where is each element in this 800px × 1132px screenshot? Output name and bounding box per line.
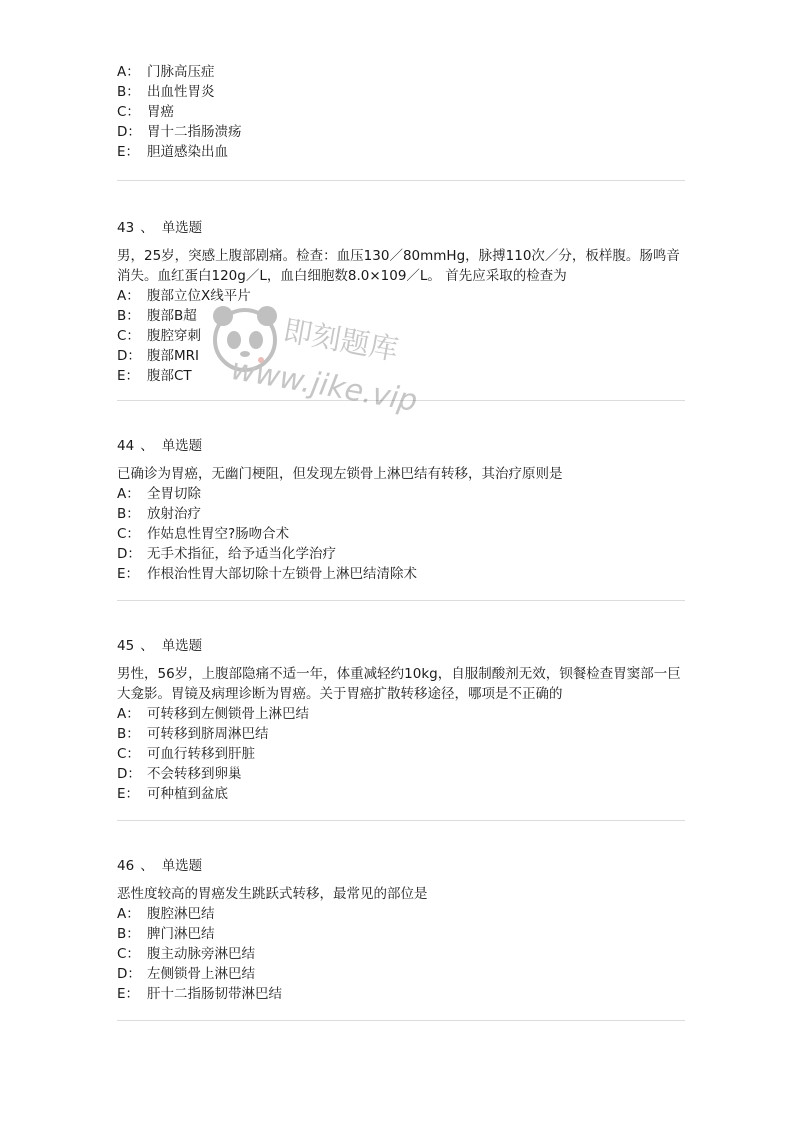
- option-c[interactable]: C： 腹腔穿刺: [117, 328, 201, 344]
- question-header: 46 、 单选题: [117, 858, 203, 874]
- question-type: 单选题: [161, 638, 203, 654]
- option-b[interactable]: B： 脾门淋巴结: [117, 926, 215, 942]
- option-a[interactable]: A： 腹腔淋巴结: [117, 906, 215, 922]
- question-divider: [117, 400, 685, 401]
- option-c[interactable]: C： 作姑息性胃空?肠吻合术: [117, 526, 290, 542]
- question-divider: [117, 1020, 685, 1021]
- option-c[interactable]: C： 胃癌: [117, 104, 174, 120]
- question-45: [117, 636, 687, 804]
- option-c[interactable]: C： 腹主动脉旁淋巴结: [117, 946, 255, 962]
- question-stem: 男，25岁，突感上腹部剧痛。检查：血压130／80mmHg，脉搏110次／分，板样腹。肠鸣音消失。血红蛋白120g／L，血白细胞数8.0×109／L。 首先应采取的检查为: [117, 248, 680, 284]
- question-divider: [117, 600, 685, 601]
- option-b[interactable]: B： 放射治疗: [117, 506, 201, 522]
- option-d[interactable]: D： 无手术指征，给予适当化学治疗: [117, 546, 336, 562]
- option-a[interactable]: A： 腹部立位X线平片: [117, 288, 251, 304]
- question-header: 44 、 单选题: [117, 438, 203, 454]
- question-type: 单选题: [161, 220, 203, 236]
- question-type: 单选题: [161, 438, 203, 454]
- question-stem: 已确诊为胃癌，无幽门梗阻，但发现左锁骨上淋巴结有转移，其治疗原则是: [117, 466, 563, 482]
- question-43: [117, 218, 687, 386]
- question-divider: [117, 180, 685, 181]
- option-b[interactable]: B： 出血性胃炎: [117, 84, 215, 100]
- watermark-url: www.jike.vip: [228, 351, 421, 420]
- option-a[interactable]: A： 门脉高压症: [117, 64, 215, 80]
- question-stem: 男性，56岁，上腹部隐痛不适一年，体重减轻约10kg，自服制酸剂无效，钡餐检查胃窦部一巨大龛影。胃镜及病理诊断为胃癌。关于胃癌扩散转移途径，哪项是不正确的: [117, 666, 681, 702]
- watermark-brand: 即刻题库: [280, 313, 401, 367]
- question-header: 43 、 单选题: [117, 220, 203, 236]
- option-e[interactable]: E： 作根治性胃大部切除十左锁骨上淋巴结清除术: [117, 566, 417, 582]
- option-d[interactable]: D： 腹部MRI: [117, 348, 200, 364]
- option-b[interactable]: B： 可转移到脐周淋巴结: [117, 726, 269, 742]
- question-44: [117, 436, 687, 584]
- option-a[interactable]: A： 可转移到左侧锁骨上淋巴结: [117, 706, 309, 722]
- option-d[interactable]: D： 左侧锁骨上淋巴结: [117, 966, 255, 982]
- option-d[interactable]: D： 胃十二指肠溃疡: [117, 124, 242, 140]
- option-a[interactable]: A： 全胃切除: [117, 486, 201, 502]
- option-c[interactable]: C： 可血行转移到肝脏: [117, 746, 255, 762]
- option-d[interactable]: D： 不会转移到卵巢: [117, 766, 242, 782]
- question-46: [117, 856, 687, 1004]
- question-divider: [117, 820, 685, 821]
- question-header: 45 、 单选题: [117, 638, 203, 654]
- option-e[interactable]: E： 可种植到盆底: [117, 786, 228, 802]
- question-stem: 恶性度较高的胃癌发生跳跃式转移，最常见的部位是: [117, 886, 428, 902]
- question-42-options: [117, 62, 687, 162]
- question-type: 单选题: [161, 858, 203, 874]
- option-b[interactable]: B： 腹部B超: [117, 308, 197, 324]
- option-e[interactable]: E： 腹部CT: [117, 368, 192, 384]
- option-e[interactable]: E： 肝十二指肠韧带淋巴结: [117, 986, 282, 1002]
- option-e[interactable]: E： 胆道感染出血: [117, 144, 228, 160]
